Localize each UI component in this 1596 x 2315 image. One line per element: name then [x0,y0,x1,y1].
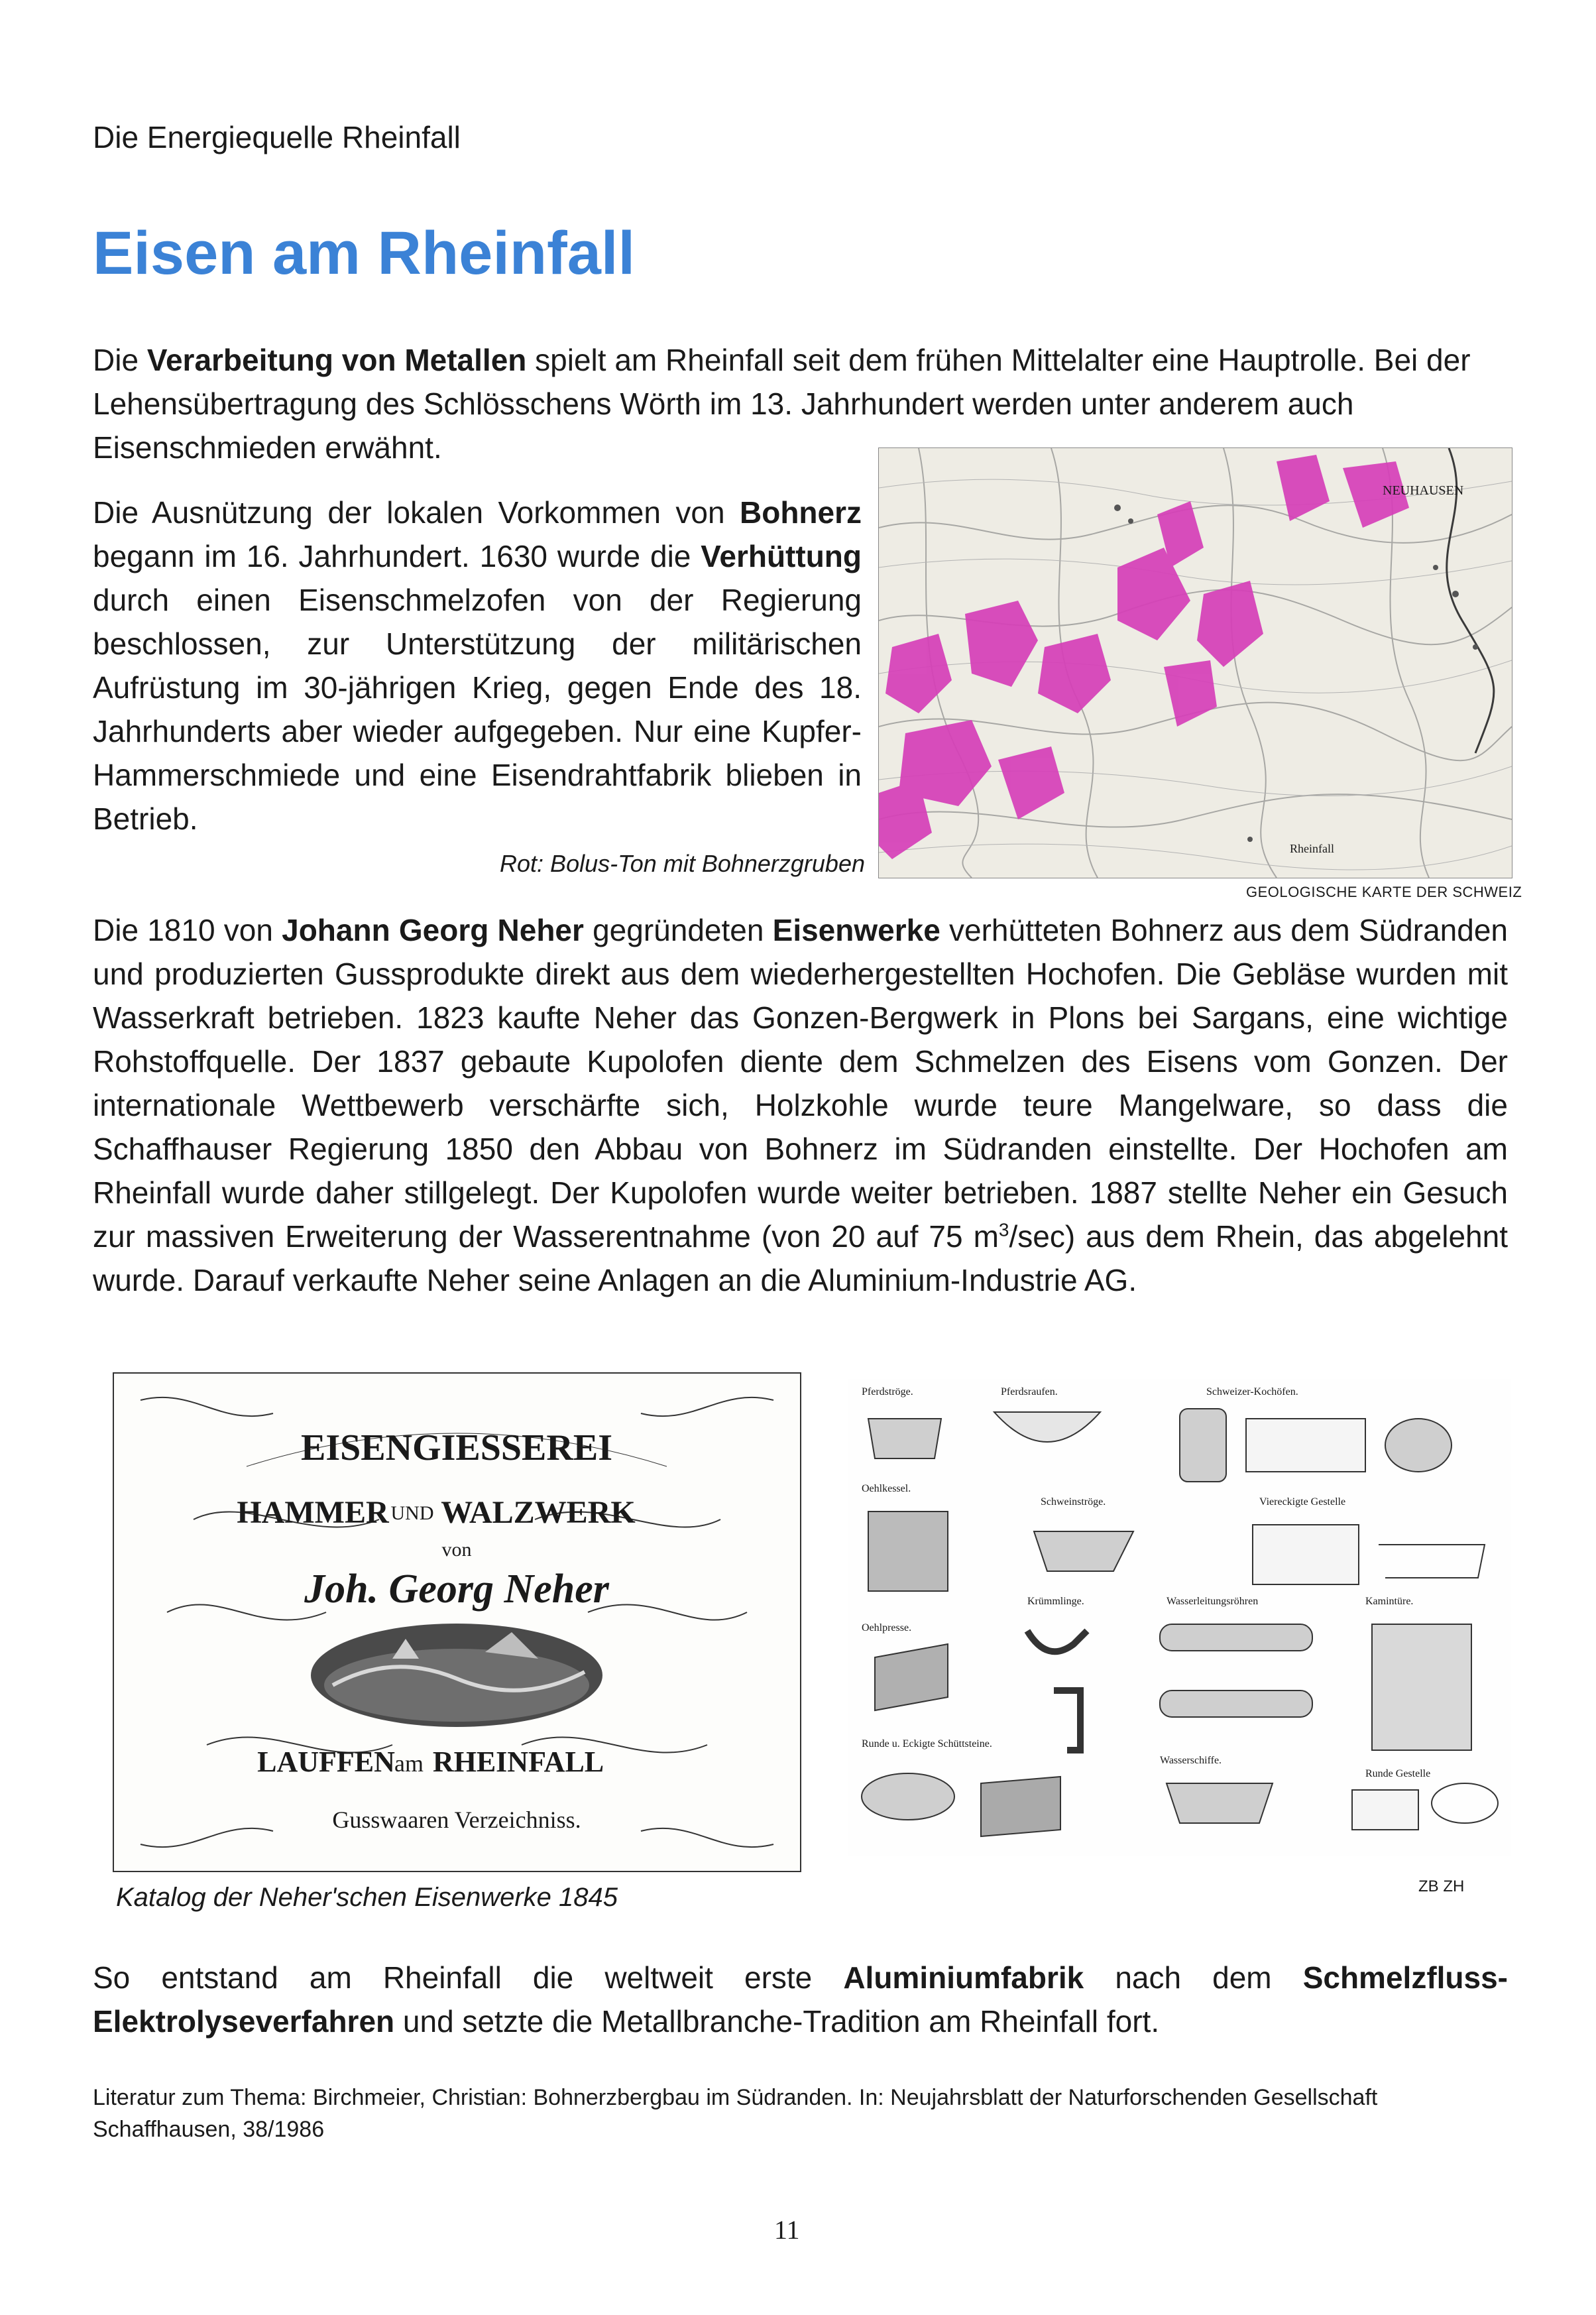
plate-label-4: Oehlkessel. [862,1483,911,1494]
plate-label-6: Viereckigte Gestelle [1259,1496,1346,1508]
catalog-title-page [113,1372,801,1872]
catalog-line-name: Joh. Georg Neher [304,1567,609,1612]
catalog-illustration [114,1374,800,1871]
neher-paragraph: Die 1810 von Johann Georg Neher gegründeten Eisenwerke verhütteten Bohnerz aus dem Südranden und produzierten Gussprodukte direkt aus dem wiederhergestellten Hochofen. Die Gebläse wurden mit Wasserkraft betrieben. 1823 kaufte Neher das Gonzen-Bergwerk in Plons bei Sargans, eine wichtige Rohstoffquelle. Der 1837 gebaute Kupolofen diente dem Schmelzen des Eisens vom Gonzen. Der internationale Wettbewerb verschärfte sich, Holzkohle wurde teure Mangelware, so dass die Schaffhauser Regierung 1850 den Abbau von Bohnerz im Südranden einstellte. Der Hochofen am Rheinfall wurde daher stillgelegt. Der Kupolofen wurde weiter betrieben. 1887 stellte Neher ein Gesuch zur massiven Erweiterung der Wasserentnahme (von 20 auf 75 $m^3/\sec$) aus dem Rhein, das abgelehnt wurde. Darauf verkaufte Neher seine Anlagen an die Aluminium-Industrie AG. [93,913,1508,1297]
plate-label-9: Wasserleitungsröhren [1167,1596,1259,1607]
plate-label-2: Pferdsraufen. [1001,1386,1058,1397]
map-credit: GEOLOGISCHE KARTE DER SCHWEIZ [1246,884,1522,900]
map-caption: Rot: Bolus-Ton mit Bohnerzgruben [500,850,865,877]
plate-label-7: Oehlpresse. [862,1622,912,1633]
plate-label-12: Wasserschiffe. [1160,1755,1222,1766]
page-kicker: Die Energiequelle Rheinfall [93,120,461,154]
bohnerz-paragraph: Die Ausnützung der lokalen Vorkommen von Bohnerz begann im 16. Jahrhundert. 1630 wurde die Verhüttung durch einen Eisenschmelzofen von der Regierung beschlossen, zur Unterstützung der militärischen Aufrüstung im 30-jährigen Krieg, gegen Ende des 18. Jahrhunderts aber wieder aufgegeben. Nur eine Kupfer-Hammerschmiede und eine Eisendrahtfabrik blieben in Betrieb. [93,495,862,836]
aluminium-paragraph: So entstand am Rheinfall die weltweit erste Aluminiumfabrik nach dem Schmelzfluss-Elektrolyseverfahren und setzte die Metallbranche-Tradition am Rheinfall fort. [93,1960,1508,2039]
plate-label-13: Runde Gestelle [1365,1768,1431,1779]
map-label-town: NEUHAUSEN [1383,483,1464,498]
catalog-line-hammer: HAMMER [237,1495,389,1530]
geological-map [878,447,1512,878]
catalog-caption: Katalog der Neher'schen Eisenwerke 1845 [116,1883,618,1912]
geological-map-drawing [879,448,1512,878]
catalog-line-verzeichniss: Gusswaaren Verzeichniss. [332,1807,581,1833]
catalog-line-lauffen: LAUFFEN [257,1746,395,1778]
catalog-vignette [311,1624,602,1727]
product-plates [848,1379,1511,1856]
product-plates-drawing [848,1379,1511,1856]
page-number: 11 [774,2215,800,2245]
intro-paragraph: Die Verarbeitung von Metallen spielt am Rheinfall seit dem frühen Mittelalter eine Hauptrolle. Bei der Lehensübertragung des Schlösschens Wörth im 13. Jahrhundert werden unter anderem auch Eisenschmieden erwähnt. [93,343,1471,465]
plate-label-1: Pferdströge. [862,1386,913,1397]
catalog-line-am: am [394,1750,424,1777]
page-title: Eisen am Rheinfall [93,219,636,287]
catalog-line-foundry: EISENGIESSEREI [300,1427,613,1468]
plate-label-5: Schweinströge. [1041,1496,1106,1508]
catalog-line-walzwerk: WALZWERK [441,1495,636,1530]
literature-note: Literatur zum Thema: Birchmeier, Christian: Bohnerzbergbau im Südranden. In: Neujahrsblatt der Naturforschenden Gesellschaft Schaffhausen, 38/1986 [93,2085,1378,2142]
catalog-line-und: UND [390,1502,434,1524]
catalog-line-von: von [441,1539,472,1561]
plates-credit: ZB ZH [1418,1877,1465,1895]
plate-label-8: Krümmlinge. [1027,1596,1084,1607]
map-label-corner: Rheinfall [1290,842,1334,855]
catalog-line-rheinfall: RHEINFALL [432,1746,604,1778]
plate-label-11: Runde u. Eckigte Schüttsteine. [862,1738,992,1750]
plate-label-10: Kamintüre. [1365,1596,1414,1607]
plate-label-3: Schweizer-Kochöfen. [1206,1386,1298,1397]
